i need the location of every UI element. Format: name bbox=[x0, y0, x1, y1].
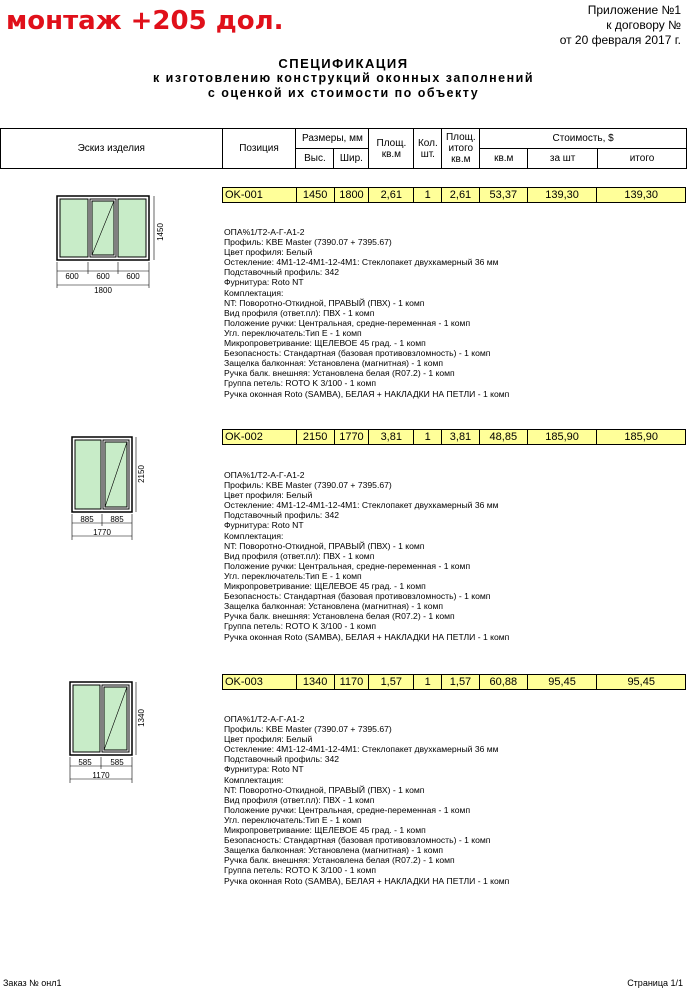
item-price-m2: 60,88 bbox=[480, 675, 528, 689]
header-qty: Кол. шт. bbox=[414, 129, 442, 169]
item-height: 1450 bbox=[297, 188, 335, 202]
sketch-width-label: 1170 bbox=[92, 771, 110, 780]
item-price-m2: 53,37 bbox=[480, 188, 528, 202]
header-position: Позиция bbox=[222, 129, 296, 169]
item-price-unit: 139,30 bbox=[528, 188, 598, 202]
item-price-unit: 95,45 bbox=[528, 675, 598, 689]
item-area: 1,57 bbox=[369, 675, 414, 689]
appendix-line-2: к договору № bbox=[606, 18, 681, 32]
window-sketch-3 bbox=[62, 679, 158, 785]
sketch-width-label: 1770 bbox=[93, 528, 111, 537]
item-description: ОПА%1/Т2-А-Г-А1-2 Профиль: KBE Master (7390.07 + 7395.67) Цвет профиля: Белый Остекление: 4М1-12-4М1-12-4М1: Стеклопакет двухкамерный 36 мм Подставочный профиль: 342 Фурнитура: Roto NT Комплектация: NT: Поворотно-Откидной, ПРАВЫЙ (ПВХ) - 1 комп Вид профиля (ответ.пл): ПВХ - 1 комп Положение ручки: Центральная, средне-переменная - 1 комп Угл. переключатель:Тип Е - 1 комп Микропроветривание: ЩЕЛЕВОЕ 45 град. - 1 комп Безопасность: Стандартная (базовая противовзломность) - 1 комп Защелка балконная: Установлена (магнитная) - 1 комп Ручка балк. внешняя: Установлена белая (R07.2) - 1 комп Группа петель: ROTO K 3/100 - 1 комп Ручка оконная Roto (SAMBA), БЕЛАЯ + НАКЛАДКИ НА ПЕТЛИ - 1 комп bbox=[224, 227, 510, 399]
sketch-section-label: 885 bbox=[80, 515, 94, 524]
header-cost: Стоимость, $ bbox=[480, 129, 687, 149]
item-width: 1800 bbox=[335, 188, 370, 202]
sketch-section-label: 585 bbox=[78, 758, 92, 767]
item-price-total: 95,45 bbox=[627, 676, 655, 688]
sketch-width-label: 1800 bbox=[94, 286, 112, 295]
item-qty: 1 bbox=[414, 430, 442, 444]
item-height: 1340 bbox=[297, 675, 335, 689]
footer-order: Заказ № онл1 bbox=[3, 978, 62, 988]
window-sketch-2 bbox=[64, 434, 160, 542]
document-subtitle-1: к изготовлению конструкций оконных заполнений bbox=[152, 71, 535, 85]
appendix-note bbox=[560, 3, 681, 48]
item-price-unit: 185,90 bbox=[528, 430, 598, 444]
sketch-section-label: 600 bbox=[65, 272, 79, 281]
header-height: Выс. bbox=[296, 149, 334, 169]
appendix-line-3: от 20 февраля 2017 г. bbox=[559, 33, 681, 47]
sketch-height-label: 1340 bbox=[137, 709, 146, 727]
header-area-total: Площ. итого кв.м bbox=[442, 129, 480, 169]
header-total: итого bbox=[598, 149, 687, 169]
item-description: ОПА%1/Т2-А-Г-А1-2 Профиль: KBE Master (7390.07 + 7395.67) Цвет профиля: Белый Остекление: 4М1-12-4М1-12-4М1: Стеклопакет двухкамерный 36 мм Подставочный профиль: 342 Фурнитура: Roto NT Комплектация: NT: Поворотно-Откидной, ПРАВЫЙ (ПВХ) - 1 комп Вид профиля (ответ.пл): ПВХ - 1 комп Положение ручки: Центральная, средне-переменная - 1 комп Угл. переключатель:Тип Е - 1 комп Микропроветривание: ЩЕЛЕВОЕ 45 град. - 1 комп Безопасность: Стандартная (базовая противовзломность) - 1 комп Защелка балконная: Установлена (магнитная) - 1 комп Ручка балк. внешняя: Установлена белая (R07.2) - 1 комп Группа петель: ROTO K 3/100 - 1 комп Ручка оконная Roto (SAMBA), БЕЛАЯ + НАКЛАДКИ НА ПЕТЛИ - 1 комп bbox=[224, 714, 510, 886]
item-qty: 1 bbox=[414, 188, 442, 202]
sketch-section-label: 600 bbox=[126, 272, 140, 281]
appendix-line-1: Приложение №1 bbox=[587, 3, 681, 17]
promo-banner: монтаж +205 дол. bbox=[6, 6, 284, 36]
header-area: Площ. кв.м bbox=[369, 129, 414, 169]
header-sizes: Размеры, мм bbox=[296, 129, 369, 149]
item-area: 2,61 bbox=[369, 188, 414, 202]
item-area: 3,81 bbox=[369, 430, 414, 444]
header-sketch: Эскиз изделия bbox=[1, 129, 223, 169]
item-price-m2: 48,85 bbox=[480, 430, 528, 444]
item-description: ОПА%1/Т2-А-Г-А1-2 Профиль: KBE Master (7390.07 + 7395.67) Цвет профиля: Белый Остекление: 4М1-12-4М1-12-4М1: Стеклопакет двухкамерный 36 мм Подставочный профиль: 342 Фурнитура: Roto NT Комплектация: NT: Поворотно-Откидной, ПРАВЫЙ (ПВХ) - 1 комп Вид профиля (ответ.пл): ПВХ - 1 комп Положение ручки: Центральная, средне-переменная - 1 комп Угл. переключатель:Тип Е - 1 комп Микропроветривание: ЩЕЛЕВОЕ 45 град. - 1 комп Безопасность: Стандартная (базовая противовзломность) - 1 комп Защелка балконная: Установлена (магнитная) - 1 комп Ручка балк. внешняя: Установлена белая (R07.2) - 1 комп Группа петель: ROTO K 3/100 - 1 комп Ручка оконная Roto (SAMBA), БЕЛАЯ + НАКЛАДКИ НА ПЕТЛИ - 1 комп bbox=[224, 470, 510, 642]
item-row bbox=[222, 429, 686, 445]
item-price-total: 139,30 bbox=[624, 189, 659, 201]
item-position: OK-002 bbox=[223, 430, 297, 444]
window-sketch-1 bbox=[50, 192, 170, 298]
sketch-height-label: 2150 bbox=[137, 465, 146, 483]
item-qty: 1 bbox=[414, 675, 442, 689]
sketch-section-label: 885 bbox=[110, 515, 124, 524]
spec-table-header bbox=[0, 128, 687, 169]
sketch-height-label: 1450 bbox=[156, 223, 165, 241]
item-row bbox=[222, 674, 686, 690]
item-area-total: 3,81 bbox=[442, 430, 480, 444]
footer-page: Страница 1/1 bbox=[627, 978, 683, 988]
header-width: Шир. bbox=[334, 149, 369, 169]
header-per-m2: кв.м bbox=[480, 149, 528, 169]
item-area-total: 1,57 bbox=[442, 675, 480, 689]
item-width: 1770 bbox=[335, 430, 370, 444]
item-price-total: 185,90 bbox=[624, 431, 659, 443]
sketch-section-label: 585 bbox=[110, 758, 124, 767]
document-subtitle-2: с оценкой их стоимости по объекту bbox=[207, 86, 480, 100]
item-height: 2150 bbox=[297, 430, 335, 444]
item-position: OK-003 bbox=[223, 675, 297, 689]
item-width: 1170 bbox=[335, 675, 370, 689]
sketch-section-label: 600 bbox=[96, 272, 110, 281]
item-row bbox=[222, 187, 686, 203]
header-per-unit: за шт bbox=[528, 149, 598, 169]
document-title: СПЕЦИФИКАЦИЯ bbox=[278, 56, 409, 71]
item-position: OK-001 bbox=[223, 188, 297, 202]
item-area-total: 2,61 bbox=[442, 188, 480, 202]
